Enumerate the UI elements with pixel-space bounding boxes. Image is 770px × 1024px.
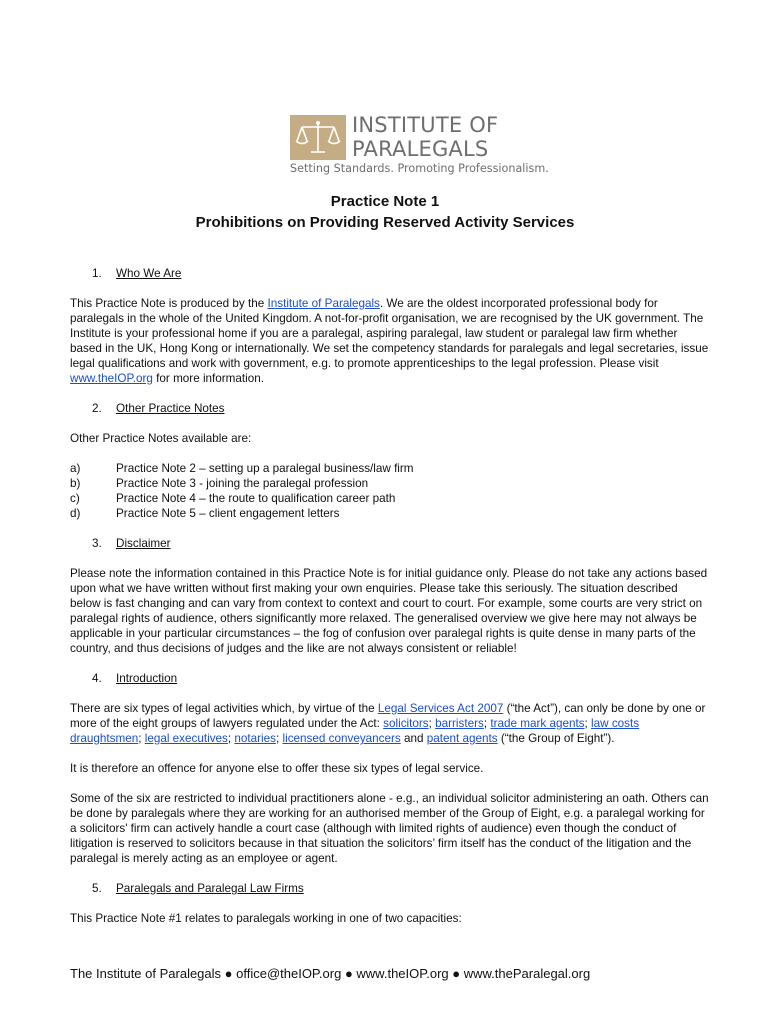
text-run: ; (584, 717, 592, 730)
introduction-paragraph-3: Some of the six are restricted to individual practitioners alone - e.g., an individual solicitor administering an oath. Others can be done by paralegals where they are working for an authorised member of the Group of Eight, e.g. a paralegal working for a solicitors' firm can actively handle a court case (although with limited rights of audience) even though the conduct of litigation is reserved to solicitors because in that situation the solicitors’ firm itself has the conduct of the litigation and the paralegal is merely acting as an employee or agent. (70, 792, 709, 865)
list-item-label: c) (70, 492, 80, 505)
section-number: 1. (92, 267, 102, 280)
list-item (70, 506, 710, 521)
list-item (70, 461, 710, 476)
list-item-text: Practice Note 4 – the route to qualification career path (116, 492, 396, 505)
list-item-label: b) (70, 477, 81, 490)
section-heading-paralegals (70, 881, 710, 896)
list-item-label: a) (70, 462, 81, 475)
logo-line-2: PARALEGALS (352, 137, 489, 161)
institute-of-paralegals-link[interactable]: Institute of Paralegals (267, 297, 380, 310)
page-subtitle: Prohibitions on Providing Reserved Activity Services (195, 214, 575, 231)
introduction-paragraph-2: It is therefore an offence for anyone else to offer these six types of legal service. (70, 762, 484, 775)
trade-mark-agents-link[interactable]: trade mark agents (490, 717, 585, 730)
section-number: 3. (92, 537, 102, 550)
legal-executives-link[interactable]: legal executives (144, 732, 228, 745)
text-run: ; (276, 732, 283, 745)
text-run: for more information. (152, 372, 265, 385)
who-we-are-paragraph (70, 296, 710, 386)
list-item (70, 491, 710, 506)
list-item-text: Practice Note 2 – setting up a paralegal business/law firm (116, 462, 414, 475)
logo-tagline: Setting Standards. Promoting Professionalism. (290, 162, 549, 175)
barristers-link[interactable]: barristers (435, 717, 484, 730)
solicitors-link[interactable]: solicitors (383, 717, 429, 730)
licensed-conveyancers-link[interactable]: licensed conveyancers (282, 732, 401, 745)
text-run: (“the Act”), can only be done by one or more of the eight groups of lawyers regulated under the Act: (70, 702, 706, 730)
notaries-link[interactable]: notaries (234, 732, 276, 745)
list-item-text: Practice Note 3 - joining the paralegal profession (116, 477, 369, 490)
text-run: ; (483, 717, 491, 730)
law-costs-draughtsmen-link[interactable]: law costs draughtsmen (70, 717, 640, 745)
text-run: ; (138, 732, 145, 745)
section-heading-who-we-are (70, 266, 710, 281)
list-item (70, 476, 710, 491)
list-item-label: d) (70, 507, 81, 520)
section-heading-text: Who We Are (116, 267, 182, 280)
practice-notes-list (70, 461, 710, 521)
section-heading-text: Disclaimer (116, 537, 171, 550)
section-heading-introduction (70, 671, 710, 686)
patent-agents-link[interactable]: patent agents (426, 732, 498, 745)
text-run: ; (428, 717, 436, 730)
section-number: 5. (92, 882, 102, 895)
section-number: 4. (92, 672, 102, 685)
introduction-paragraph-1 (70, 701, 710, 746)
disclaimer-paragraph: Please note the information contained in this Practice Note is for initial guidance only. Please do not take any actions based upon what we have written without first making your own enquiries. Please take this seriously. The situation described below is fast changing and can vary from context to context and court to court. For example, some courts are very strict on paralegal rights of audience, others significantly more relaxed. The generalised overview we give here may not always be applicable in your particular circumstances – the fog of confusion over paralegal rights is quite dense in many parts of the country, and thus decisions of judges and the like are not always consistent or reliable! (70, 567, 708, 655)
text-run: ; (227, 732, 235, 745)
logo-line-1: INSTITUTE OF (352, 113, 499, 137)
text-run: and (400, 732, 427, 745)
scales-emblem-icon (290, 115, 346, 160)
text-run: This Practice Note is produced by the (70, 297, 268, 310)
paralegals-paragraph: This Practice Note #1 relates to paralegals working in one of two capacities: (70, 912, 462, 925)
other-notes-intro: Other Practice Notes available are: (70, 432, 252, 445)
section-heading-other-practice-notes (70, 401, 710, 416)
legal-services-act-link[interactable]: Legal Services Act 2007 (377, 702, 504, 715)
page-title: Practice Note 1 (330, 193, 440, 210)
institute-logo (290, 112, 549, 176)
text-run: There are six types of legal activities which, by virtue of the (70, 702, 378, 715)
text-run: (“the Group of Eight”). (497, 732, 615, 745)
section-heading-disclaimer (70, 536, 710, 551)
page-footer: The Institute of Paralegals ● office@theIOP.org ● www.theIOP.org ● www.theParalegal.org (70, 966, 591, 981)
document-body (70, 266, 710, 926)
text-run: . We are the oldest incorporated professional body for paralegals in the whole of the United Kingdom. A not-for-profit organisation, we are recognised by the UK government. The Institute is your professional home if you are a paralegal, aspiring paralegal, law student or paralegal law firm whether based in the UK, Hong Kong or internationally. We set the competency standards for paralegals and legal secretaries, issue legal qualifications and work with government, e.g. to promote apprenticeships to the legal profession. Please visit (70, 297, 709, 370)
section-heading-text: Paralegals and Paralegal Law Firms (116, 882, 304, 895)
section-heading-text: Introduction (116, 672, 178, 685)
section-number: 2. (92, 402, 102, 415)
list-item-text: Practice Note 5 – client engagement letters (116, 507, 340, 520)
section-heading-text: Other Practice Notes (116, 402, 225, 415)
theiop-website-link[interactable]: www.theIOP.org (70, 372, 153, 385)
